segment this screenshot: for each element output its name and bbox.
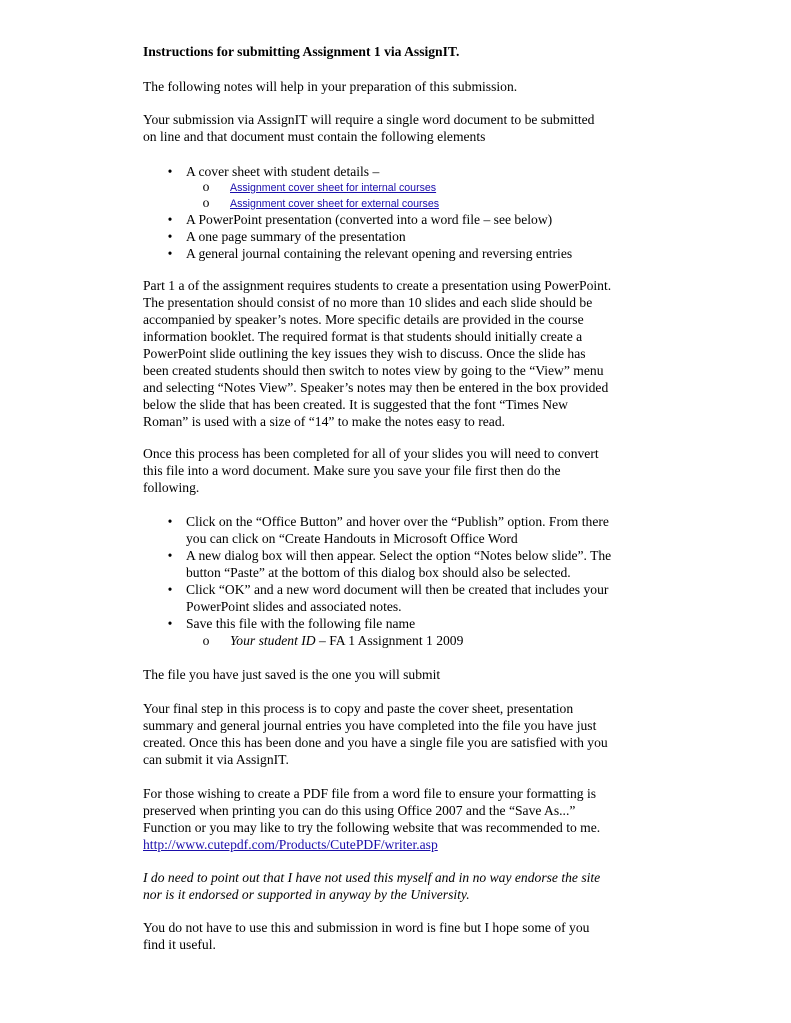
filename-student-id: Your student ID <box>230 633 316 648</box>
list-item-text: Save this file with the following file name <box>186 616 416 631</box>
document-title: Instructions for submitting Assignment 1 via AssignIT. <box>143 44 460 59</box>
saved-note-paragraph: The file you have just saved is the one you will submit <box>143 667 441 682</box>
text-line: been created students should then switch to notes view by going to the “View” menu <box>143 363 604 378</box>
bullet-icon: • <box>167 582 173 597</box>
text-line: The presentation should consist of no more than 10 slides and each slide should be <box>143 295 593 310</box>
list-item-powerpoint <box>143 211 663 228</box>
convert-paragraph <box>143 445 663 496</box>
internal-cover-sheet-link[interactable]: Assignment cover sheet for internal courses <box>230 182 437 194</box>
closing-paragraph <box>143 919 663 953</box>
text-line: You do not have to use this and submission in word is fine but I hope some of you <box>143 920 590 935</box>
text-line: A new dialog box will then appear. Select the option “Notes below slide”. The <box>186 548 612 563</box>
text-line: I do need to point out that I have not used this myself and in no way endorse the site <box>143 870 601 885</box>
text-line: information booklet. The required format is that students should initially create a <box>143 329 583 344</box>
list-item-text: A cover sheet with student details – <box>186 164 380 179</box>
text-line: accompanied by speaker’s notes. More specific details are provided in the course <box>143 312 584 327</box>
bullet-icon: • <box>167 212 173 227</box>
list-item-step-office-button <box>143 513 663 547</box>
pdf-paragraph <box>143 785 663 853</box>
bullet-icon: • <box>167 548 173 563</box>
bullet-icon: • <box>167 616 173 631</box>
bullet-icon: • <box>167 164 173 179</box>
bullet-icon: • <box>167 229 173 244</box>
sub-list-item <box>143 180 663 196</box>
text-line: below the slide that has been created. It is suggested that the font “Times New <box>143 397 568 412</box>
intro-paragraph: The following notes will help in your preparation of this submission. <box>143 79 518 94</box>
text-line: PowerPoint slide outlining the key issues they wish to discuss. Once the slide has <box>143 346 586 361</box>
list-item-step-dialog <box>143 547 663 581</box>
elements-list <box>143 163 663 262</box>
part1-paragraph <box>143 277 663 430</box>
bullet-icon: • <box>167 246 173 261</box>
text-line: button “Paste” at the bottom of this dialog box should also be selected. <box>186 565 571 580</box>
text-line: Your submission via AssignIT will require a single word document to be submitted <box>143 112 595 127</box>
bullet-icon: • <box>167 514 173 529</box>
filename-suffix: – FA 1 Assignment 1 2009 <box>315 633 464 648</box>
sub-bullet-icon: o <box>202 179 210 194</box>
sub-bullet-icon: o <box>202 633 210 648</box>
steps-list <box>143 513 663 649</box>
list-item-summary <box>143 228 663 245</box>
external-cover-sheet-link[interactable]: Assignment cover sheet for external courses <box>230 197 440 210</box>
text-line: Your final step in this process is to copy and paste the cover sheet, presentation <box>143 701 574 716</box>
text-line: Function or you may like to try the following website that was recommended to me. <box>143 820 601 835</box>
list-item-text: A general journal containing the relevant opening and reversing entries <box>186 246 573 261</box>
text-line: can submit it via AssignIT. <box>143 752 289 767</box>
text-line: you can click on “Create Handouts in Microsoft Office Word <box>186 531 518 546</box>
list-item-step-ok <box>143 581 663 615</box>
text-line: summary and general journal entries you have completed into the file you have just <box>143 718 597 733</box>
list-item-text: A PowerPoint presentation (converted into a word file – see below) <box>186 212 553 227</box>
text-line: Once this process has been completed for all of your slides you will need to convert <box>143 446 599 461</box>
text-line: nor is it endorsed or supported in anyway by the University. <box>143 887 470 902</box>
text-line: PowerPoint slides and associated notes. <box>186 599 402 614</box>
sub-list-item-filename <box>143 632 663 649</box>
sub-list-item <box>143 196 663 212</box>
text-line: preserved when printing you can do this using Office 2007 and the “Save As...” <box>143 803 576 818</box>
text-line: and selecting “Notes View”. Speaker’s notes may then be entered in the box provided <box>143 380 609 395</box>
disclaimer-paragraph <box>143 869 663 903</box>
list-item-journal <box>143 245 663 262</box>
requirement-paragraph <box>143 111 663 145</box>
text-line: Click “OK” and a new word document will then be created that includes your <box>186 582 609 597</box>
list-item-step-save <box>143 615 663 632</box>
list-item-cover-sheet <box>143 163 663 180</box>
text-line: following. <box>143 480 200 495</box>
sub-bullet-icon: o <box>202 194 210 210</box>
cutepdf-link[interactable]: http://www.cutepdf.com/Products/CutePDF/writer.asp <box>143 837 438 852</box>
text-line: Part 1 a of the assignment requires students to create a presentation using PowerPoint. <box>143 278 612 293</box>
final-step-paragraph <box>143 700 663 768</box>
text-line: this file into a word document. Make sure you save your file first then do the <box>143 463 561 478</box>
text-line: on line and that document must contain the following elements <box>143 129 486 144</box>
text-line: created. Once this has been done and you have a single file you are satisfied with you <box>143 735 608 750</box>
text-line: For those wishing to create a PDF file from a word file to ensure your formatting is <box>143 786 597 801</box>
text-line: find it useful. <box>143 937 216 952</box>
text-line: Roman” is used with a size of “14” to make the notes easy to read. <box>143 414 506 429</box>
text-line: Click on the “Office Button” and hover over the “Publish” option. From there <box>186 514 609 529</box>
list-item-text: A one page summary of the presentation <box>186 229 406 244</box>
